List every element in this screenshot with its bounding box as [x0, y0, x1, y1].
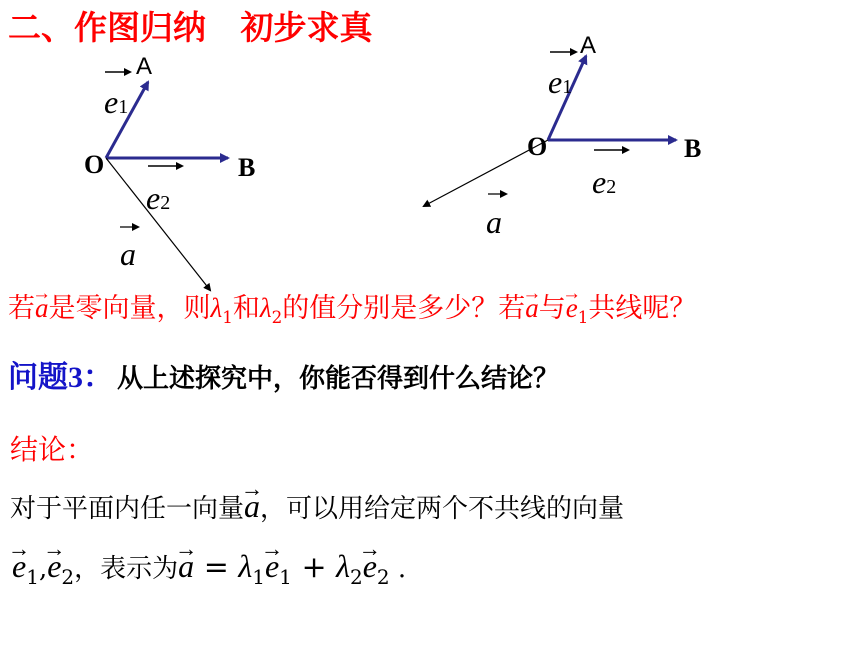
- right-a-label: a: [486, 204, 502, 240]
- right-point-a-label: A: [580, 32, 597, 59]
- question-3-text: 从上述探究中，你能否得到什么结论？: [117, 364, 560, 394]
- left-e2-label: e2: [146, 180, 171, 216]
- question-3-label: 问题3：: [8, 361, 113, 394]
- right-e2-label: e2: [592, 164, 617, 200]
- zero-vector-question: 若→ a是零向量，则$\lambda_1$和$\lambda_2$的值分别是多少？若→ a与→ $e_1$共线呢？: [8, 286, 696, 327]
- left-origin-label: O: [84, 150, 105, 179]
- right-e1-label: e1: [548, 64, 573, 100]
- slide-title: 二、作图归纳 初步求真: [8, 8, 373, 47]
- left-a-label: a: [120, 236, 136, 272]
- left-point-a-label: A: [136, 53, 153, 80]
- right-origin-label: O: [527, 132, 548, 161]
- left-e1-label: e1: [104, 84, 129, 120]
- right-point-b-label: B: [684, 134, 702, 163]
- conclusion-line-1: 对于平面内任一向量→ a，可以用给定两个不共线的向量: [10, 488, 624, 525]
- question-3: [8, 352, 559, 392]
- conclusion-line-2: → $e_1,\to e_2$，表示为→ $a = \lambda_1\to e_1 + \lambda_2\to e_2$ .: [12, 548, 406, 589]
- left-point-b-label: B: [238, 153, 256, 182]
- conclusion-label: 结论：: [10, 433, 95, 466]
